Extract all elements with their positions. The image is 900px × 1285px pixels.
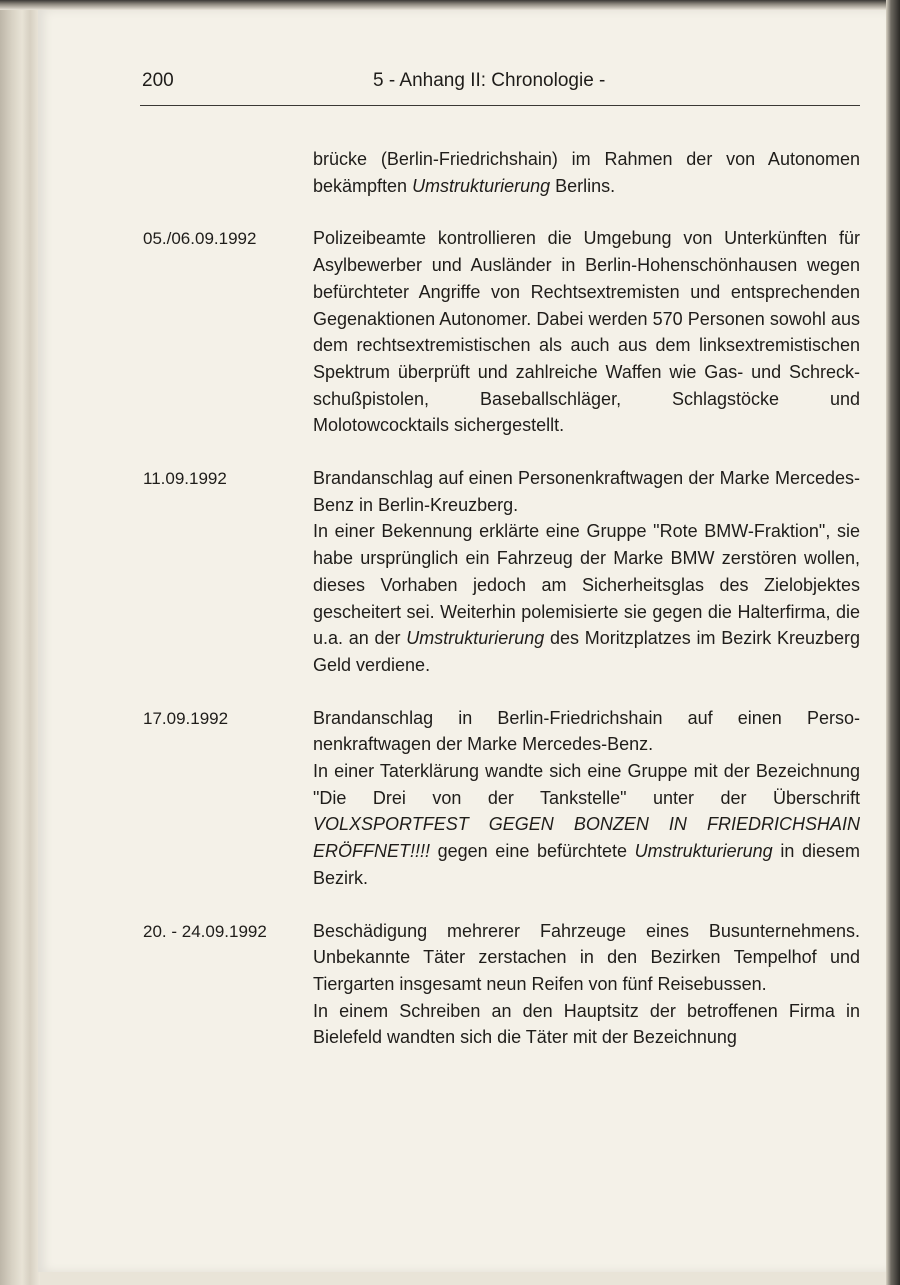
entry-paragraph: Beschädigung mehrerer Fahrzeuge eines Busunternehmens. Unbekannte Täter zerstachen in den Bezirken Tempelhof und Tiergarten insgesamt neun Reifen von fünf Reisebussen. (313, 920, 860, 994)
entry-text (313, 465, 860, 679)
chronology-entry (143, 225, 860, 439)
page-top-edge (0, 0, 900, 10)
continuation-text: brücke (Berlin-Friedrichshain) im Rahmen der von Autonomen bekämpften Umstrukturierung Berlins. (313, 149, 860, 196)
entry-date: 05./06.09.1992 (143, 229, 257, 249)
entry-text (313, 705, 860, 892)
entry-paragraph: In einem Schreiben an den Hauptsitz der betroffenen Firma in Bielefeld wandten sich die Täter mit der Bezeichnung (313, 1000, 860, 1048)
entry-date: 17.09.1992 (143, 708, 229, 728)
entry-date: 11.09.1992 (143, 469, 227, 489)
page-header (142, 70, 860, 94)
entry-text (313, 225, 860, 439)
entry-paragraph: Brandanschlag in Berlin-Friedrichshain auf einen Personenkraftwagen der Marke Mercedes-Benz. (313, 707, 860, 755)
chronology-entry (143, 705, 860, 892)
entry-paragraph: In einer Bekennung erklärte eine Gruppe "Rote BMW-Fraktion", sie habe ursprünglich ein Fahrzeug der Marke BMW zerstören wollen, dieses Vorhaben jedoch am Sicherheitsglas des Zielobjektes gescheitert sei. Weiterhin polemisierte sie gegen die Halterfirma, die u.a. an der Umstrukturierung des Moritzplatzes im Bezirk Kreuzberg Geld verdiene. (313, 521, 860, 675)
chronology-entry (143, 465, 860, 679)
header-rule (140, 105, 860, 106)
page-number: 200 (142, 70, 174, 91)
entry-text (313, 918, 860, 1052)
entry-date: 20. - 24.09.1992 (143, 921, 267, 941)
book-gutter-edge (0, 0, 40, 1285)
entry-paragraph: In einer Taterklärung wandte sich eine Gruppe mit der Bezeichnung "Die Drei von der Tankstelle" unter der Überschrift VOLXSPORTFEST GEGEN BONZEN IN FRIEDRICHSHAIN ERÖFFNET!!!! gegen eine befürchtete Umstrukturierung in diesem Bezirk. (313, 761, 860, 888)
page-right-edge (886, 0, 900, 1285)
chronology-entry (143, 918, 860, 1052)
running-title: 5 - Anhang II: Chronologie - (373, 70, 606, 91)
chronology-body (143, 146, 860, 1051)
continuation-paragraph (313, 146, 860, 199)
entry-paragraph: Polizeibeamte kontrollieren die Umgebung von Unterkünften für Asylbewerber und Ausländer in Berlin-Hohenschönhausen wegen befürchteter Angriffe von Rechtsextremisten und entsprechenden Gegenaktionen Autonomer. Dabei werden 570 Personen sowohl aus dem rechtsextremistischen als auch aus dem linksextremistischen Spektrum überprüft und zahlreiche Waffen wie Gas- und Schreckschußpistolen, Baseballschläger, Schlagstöcke und Molotowcocktails sichergestellt. (313, 228, 860, 436)
entry-paragraph: Brandanschlag auf einen Personenkraftwagen der Marke Mercedes-Benz in Berlin-Kreuzberg. (313, 468, 860, 515)
